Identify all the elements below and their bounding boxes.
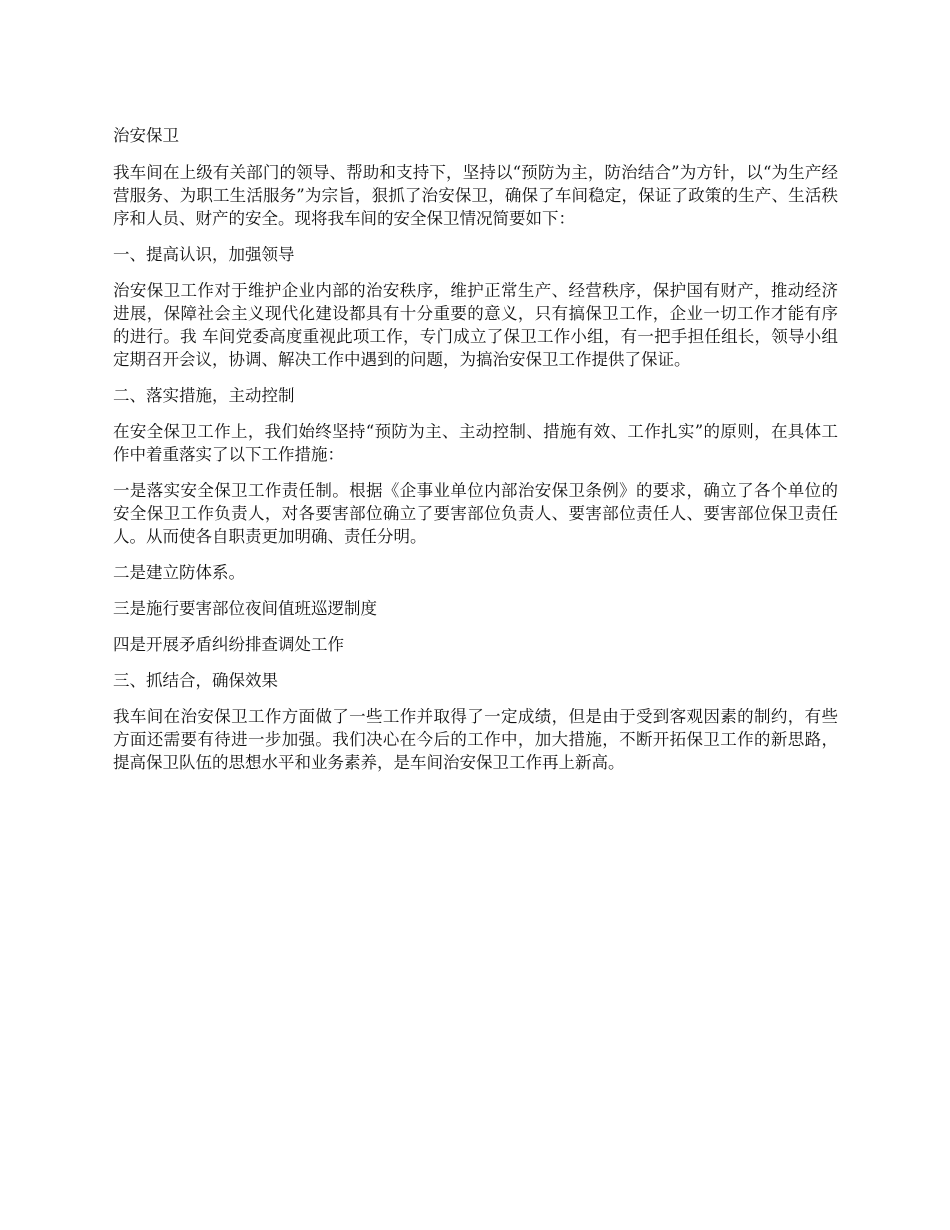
- document-title: 治安保卫: [113, 126, 179, 145]
- section-2-paragraph: 在安全保卫工作上，我们始终坚持“预防为主、主动控制、措施有效、工作扎实”的原则，在具体工作中着重落实了以下工作措施：: [113, 422, 838, 464]
- document-body: [113, 124, 838, 787]
- section-heading-3: 三、抓结合，确保效果: [113, 671, 278, 690]
- measure-1-paragraph: 一是落实安全保卫工作责任制。根据《企事业单位内部治安保卫条例》的要求，确立了各个单位的安全保卫工作负责人，对各要害部位确立了要害部位负责人、要害部位责任人、要害部位保卫责任人。从而使各自职责更加明确、责任分明。: [113, 481, 838, 546]
- measure-3-paragraph: 三是施行要害部位夜间值班巡逻制度: [113, 599, 377, 618]
- section-heading-1: 一、提高认识，加强领导: [113, 245, 295, 264]
- intro-paragraph: 我车间在上级有关部门的领导、帮助和支持下，坚持以“预防为主，防治结合”为方针，以“为生产经营服务、为职工生活服务”为宗旨，狠抓了治安保卫，确保了车间稳定，保证了政策的生产、生活秩序和人员、财产的安全。现将我车间的安全保卫情况简要如下：: [113, 163, 838, 228]
- measure-2-paragraph: 二是建立防体系。: [113, 563, 245, 582]
- measure-4-paragraph: 四是开展矛盾纠纷排查调处工作: [113, 635, 344, 654]
- section-heading-2: 二、落实措施，主动控制: [113, 386, 295, 405]
- conclusion-paragraph: 我车间在治安保卫工作方面做了一些工作并取得了一定成绩，但是由于受到客观因素的制约，有些方面还需要有待进一步加强。我们决心在今后的工作中，加大措施，不断开拓保卫工作的新思路，提高保卫队伍的思想水平和业务素养，是车间治安保卫工作再上新高。: [113, 707, 838, 772]
- section-1-paragraph: 治安保卫工作对于维护企业内部的治安秩序，维护正常生产、经营秩序，保护国有财产，推动经济进展，保障社会主义现代化建设都具有十分重要的意义，只有搞保卫工作，企业一切工作才能有序的进行。我 车间党委高度重视此项工作，专门成立了保卫工作小组，有一把手担任组长，领导小组定期召开会议，协调、解决工作中遇到的问题，为搞治安保卫工作提供了保证。: [113, 281, 838, 369]
